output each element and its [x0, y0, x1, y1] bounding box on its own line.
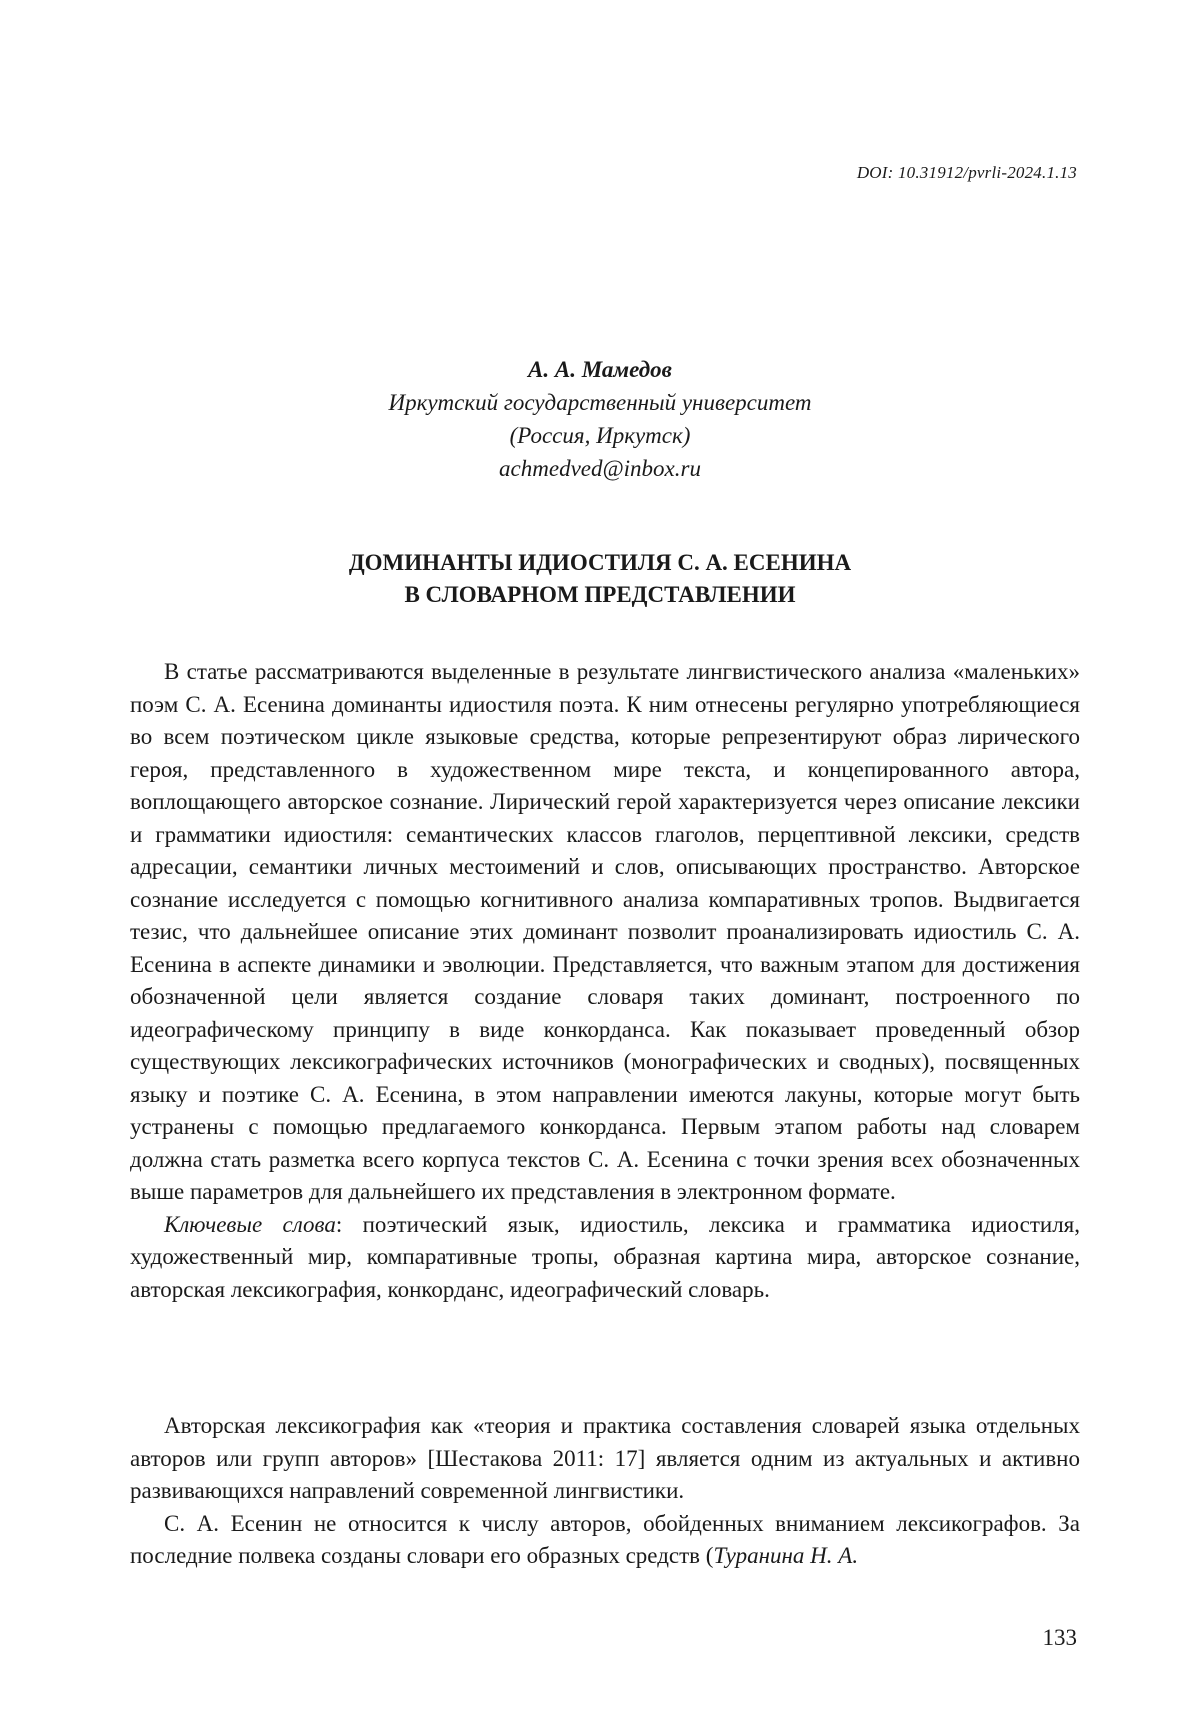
body-paragraph-2-italic: Туранина Н. А. — [713, 1543, 859, 1568]
body-paragraph-1: Авторская лексикография как «теория и практика составления словарей языка отдельных авторов или групп авторов» [Шестакова 2011: 17] является одним из актуальных и активно развивающихся направлений современной лингвистики. — [130, 1413, 1080, 1503]
author-email[interactable]: achmedved@inbox.ru — [499, 456, 701, 481]
abstract-text: В статье рассматриваются выделенные в результате лингвистического анализа «маленьких» поэм С. А. Есенина доминанты идиостиля поэта. К ним отнесены регулярно употребляющиеся во всем поэтическом цикле языковые средства, которые репрезентируют образ лирического героя, представленного в художественном мире текста, и концепированного автора, воплощающего авторское сознание. Лирический герой характеризуется через описание лексики и грамматики идиостиля: семантических классов глаголов, перцептивной лексики, средств адресации, семантики личных местоимений и слов, описывающих пространство. Авторское сознание исследуется с помощью когнитивного анализа компаративных тропов. Выдвигается тезис, что дальнейшее описание этих доминант позволит проанализировать идиостиль С. А. Есенина в аспекте динамики и эволюции. Представляется, что важным этапом для достижения обозначенной цели является создание словаря таких доминант, построенного по идеографическому принципу в виде конкорданса. Как показывает проведенный обзор существующих лексикографических источников (монографических и сводных), посвященных языку и поэтике С. А. Есенина, в этом направлении имеются лакуны, которые могут быть устранены с помощью предлагаемого конкорданса. Первым этапом работы над словарем должна стать разметка всего корпуса текстов С. А. Есенина с точки зрения всех обозначенных выше параметров для дальнейшего их представления в электронном формате. — [130, 659, 1080, 1204]
body-paragraph-2-text: С. А. Есенин не относится к числу авторов, обойденных вниманием лексикографов. За последние полвека созданы словари его образных средств ( — [130, 1510, 1080, 1568]
article-title — [0, 547, 1200, 611]
doi: DOI: 10.31912/pvrli-2024.1.13 — [856, 163, 1077, 182]
author-affiliation: Иркутский государственный университет — [388, 390, 812, 415]
keywords-label: Ключевые слова — [164, 1211, 336, 1237]
body-paragraph-2 — [130, 1508, 1080, 1573]
page-number: 133 — [1042, 1625, 1077, 1650]
article-body — [130, 1410, 1080, 1573]
title-line-1: ДОМИНАНТЫ ИДИОСТИЛЯ С. А. ЕСЕНИНА — [348, 550, 852, 575]
abstract — [130, 656, 1080, 1306]
keywords — [130, 1209, 1080, 1307]
author-name: А. А. Мамедов — [528, 357, 672, 382]
title-line-2: В СЛОВАРНОМ ПРЕДСТАВЛЕНИИ — [404, 582, 796, 607]
author-block — [0, 353, 1200, 485]
keywords-text: : поэтический язык, идиостиль, лексика и грамматика идиостиля, художественный мир, компаративные тропы, образная картина мира, авторское сознание, авторская лексикография, конкорданс, идеографический словарь. — [130, 1211, 1081, 1302]
author-location: (Россия, Иркутск) — [509, 423, 691, 448]
